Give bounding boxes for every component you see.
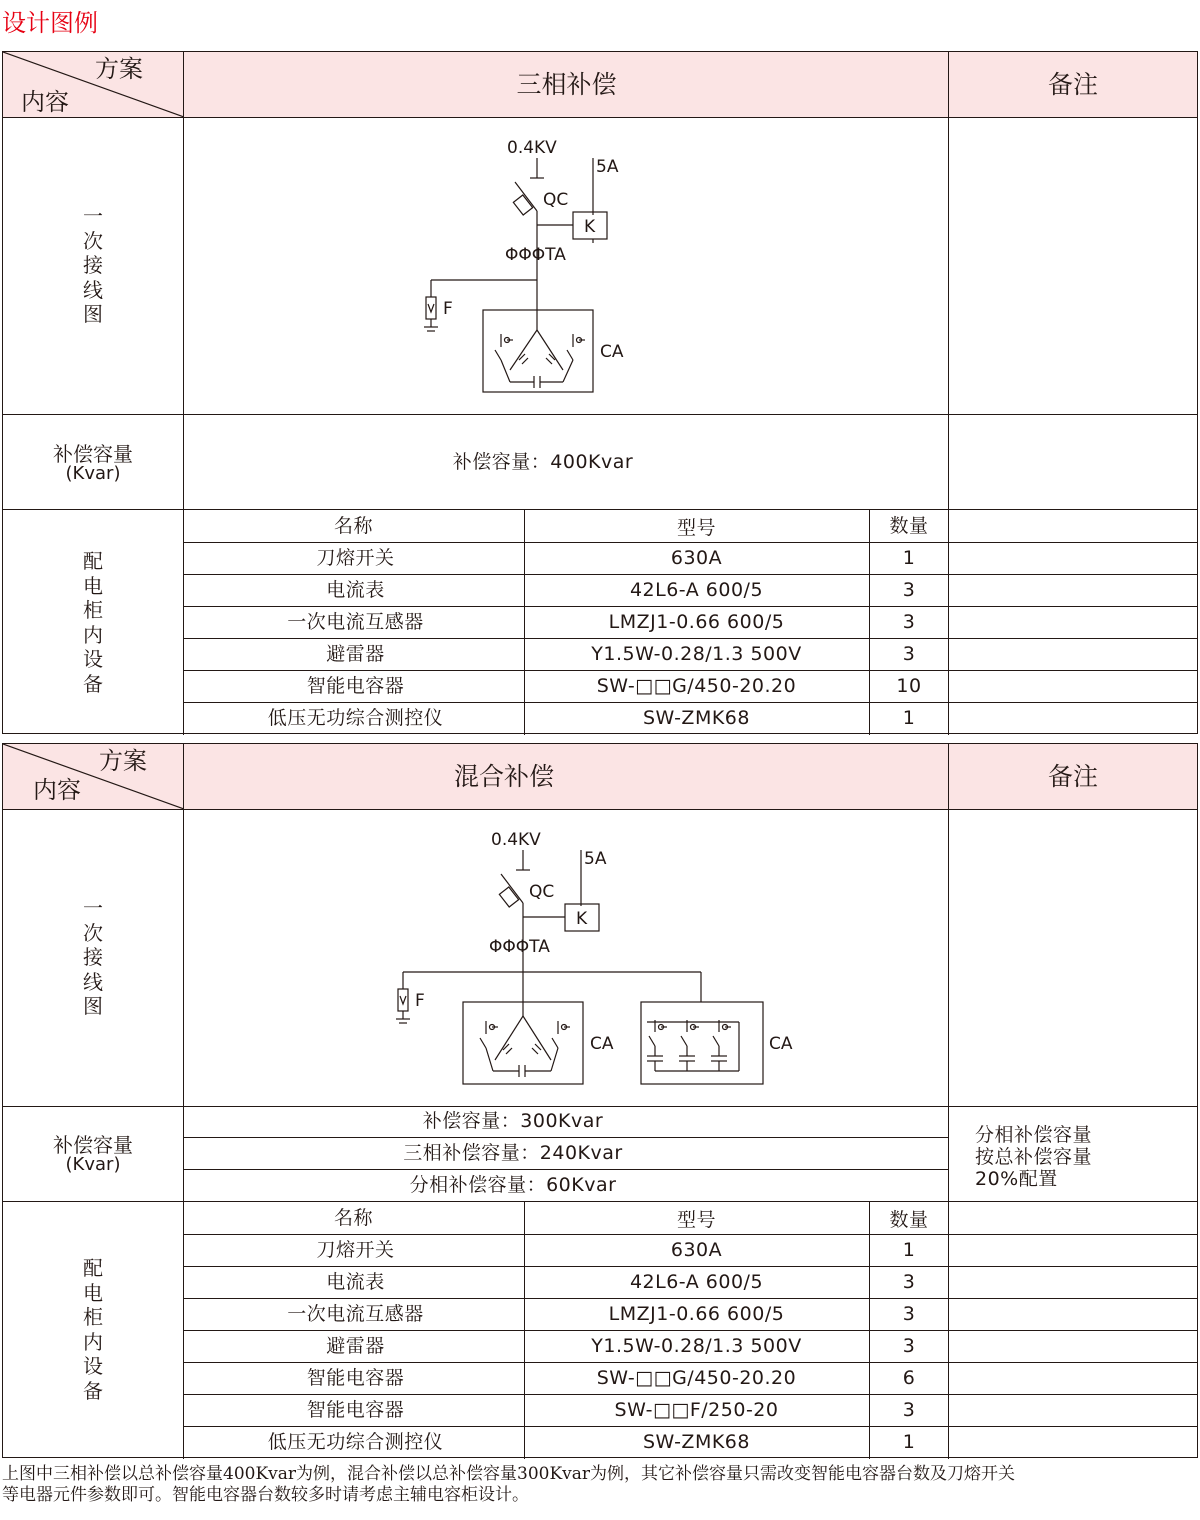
arrester-label: F	[415, 991, 425, 1011]
content-label: 内容	[33, 776, 81, 804]
capacity-total: 补偿容量：300Kvar	[422, 1110, 604, 1132]
meter-label: K	[576, 909, 588, 929]
switch-label: QC	[529, 882, 555, 902]
scheme-label: 方案	[99, 747, 147, 775]
wiring-diagram-three-phase	[403, 132, 633, 397]
voltage-label: 0.4KV	[491, 830, 541, 850]
col-model: 型号	[676, 1209, 716, 1231]
hybrid-panel: 方案 内容 混合补偿 备注 一 次 接 线 图 0.4KV 5A QC K ΦΦΦTA F CA CA 补偿容量 (Kvar) 补偿容量：300Kvar 三相补偿容量：240Kvar 分相补偿容量：60Kvar 分相补偿容量 按总补偿容量 20%配置 配 电 柜 内 设 备 名称 型号 数量 刀熔开关 630A 1 电流表 42L6-A 600/5 3 一次电流互感器 LMZJ1-0.66 600/5 3 避雷器 Y1.5W-0.28/1.3 500V 3 智能电容器 SW-□□G/450-20.20 6 智能电容器 SW-□□F/250-20 3 低压无功综合测控仪 SW-ZMK68 1	[2, 743, 1198, 1458]
footnote: 上图中三相补偿以总补偿容量400Kvar为例，混合补偿以总补偿容量300Kvar为例，其它补偿容量只需改变智能电容器台数及刀熔开关 等电器元件参数即可。智能电容器台数较多时请考虑主辅电容柜设计。	[2, 1464, 1016, 1505]
wiring-label: 一 次 接 线 图	[83, 896, 103, 1018]
capacity-remark: 分相补偿容量 按总补偿容量 20%配置	[975, 1124, 1093, 1190]
remark-header: 备注	[1047, 762, 1098, 791]
col-qty: 数量	[889, 515, 929, 537]
scheme-label: 方案	[95, 55, 143, 83]
col-model: 型号	[676, 517, 716, 539]
capacitor-label: CA	[590, 1034, 614, 1054]
current-label: 5A	[584, 849, 607, 869]
wiring-label: 一 次 接 线 图	[83, 204, 103, 326]
panel-title: 混合补偿	[453, 762, 554, 791]
three-phase-panel: 方案 内容 三相补偿 备注 一 次 接 线 图 0.4KV 5A QC K ΦΦΦTA F CA 补偿容量 (Kvar) 补偿容量：400Kvar 配 电 柜 内 设 备 名称 型号 数量 刀熔开关 630A 1 电流表 42L6-A 600/5 3 一次电流互感器 LMZJ1-0.66 600/5 3 避雷器 Y1.5W-0.28/1.3 500V 3 智能电容器 SW-□□G/450-20.20 10 低压无功综合测控仪 SW-ZMK68 1	[2, 51, 1198, 734]
voltage-label: 0.4KV	[507, 138, 557, 158]
meter-label: K	[584, 217, 596, 237]
capacity-label: 补偿容量 (Kvar)	[53, 442, 133, 484]
capacitor-label: CA	[600, 342, 624, 362]
equipment-label: 配 电 柜 内 设 备	[83, 549, 103, 696]
capacitor2-label: CA	[769, 1034, 793, 1054]
ct-label: ΦΦΦTA	[505, 245, 566, 265]
capacity-label: 补偿容量 (Kvar)	[53, 1133, 133, 1175]
capacity-value: 补偿容量：400Kvar	[452, 451, 634, 473]
page-title: 设计图例	[2, 9, 98, 37]
panel-title: 三相补偿	[516, 70, 617, 99]
col-qty: 数量	[889, 1209, 929, 1231]
col-name: 名称	[333, 515, 373, 537]
switch-label: QC	[543, 190, 569, 210]
current-label: 5A	[596, 157, 619, 177]
content-label: 内容	[21, 88, 69, 116]
header-diagonal	[3, 744, 184, 809]
equipment-label: 配 电 柜 内 设 备	[83, 1256, 103, 1403]
arrester-label: F	[443, 299, 453, 319]
ct-label: ΦΦΦTA	[489, 937, 550, 957]
capacity-split-phase: 分相补偿容量：60Kvar	[409, 1174, 617, 1196]
remark-header: 备注	[1047, 70, 1098, 99]
col-name: 名称	[333, 1207, 373, 1229]
wiring-diagram-hybrid	[383, 824, 823, 1089]
capacity-three-phase: 三相补偿容量：240Kvar	[403, 1142, 623, 1164]
